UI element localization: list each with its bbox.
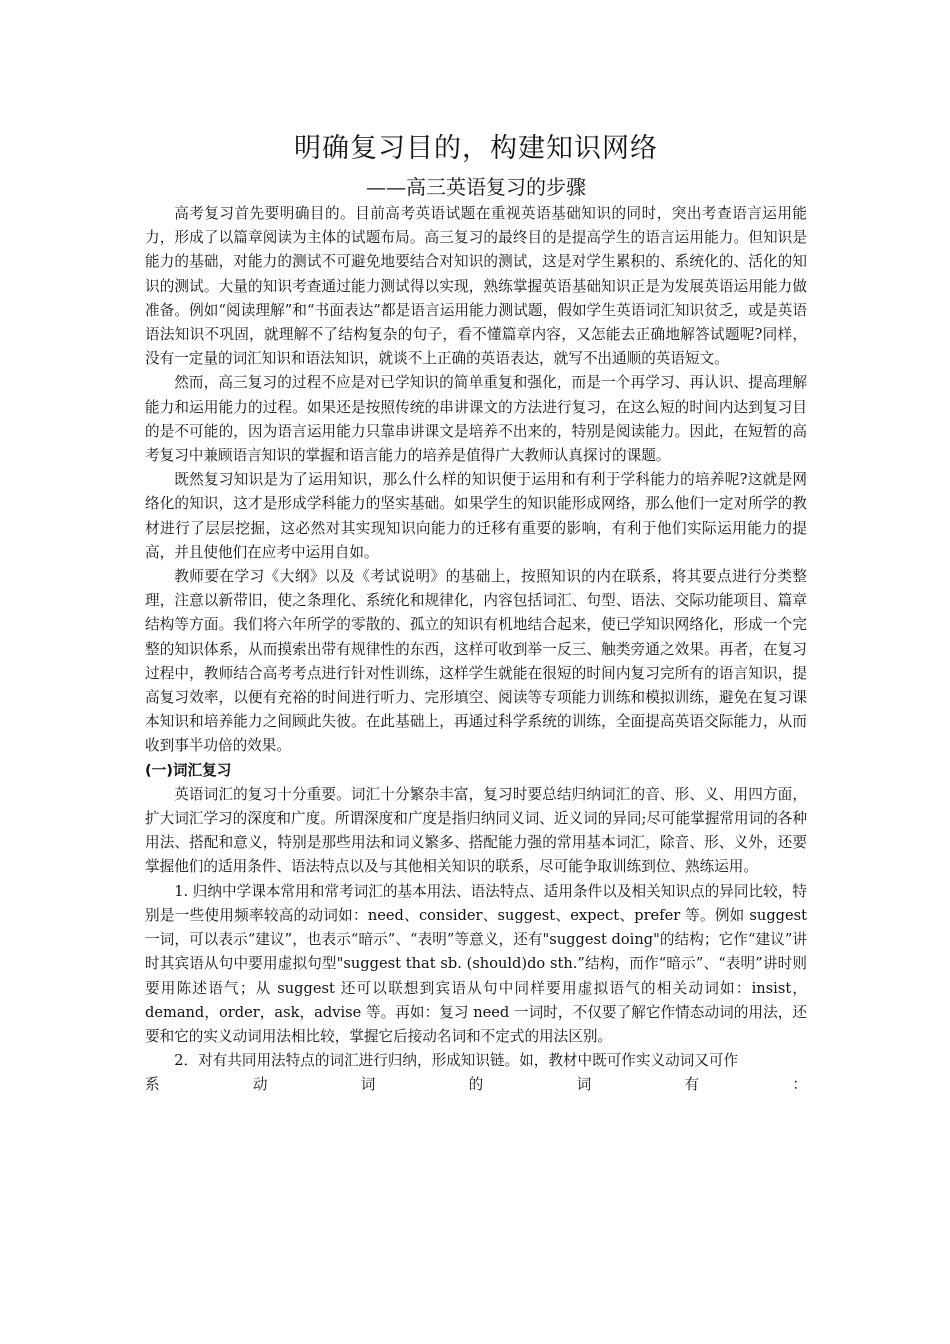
document-title: 明确复习目的，构建知识网络 <box>294 133 658 164</box>
word-token: ： <box>792 1076 807 1094</box>
word-token: 词 <box>360 1076 376 1094</box>
word-token: 系 <box>145 1076 160 1094</box>
word-token: 有 <box>684 1076 700 1094</box>
paragraph-vocabulary-point-2: 2．对有共同用法特点的词汇进行归纳，形成知识链。如，教材中既可作实义动词又可作 <box>174 1052 739 1070</box>
paragraph-teacher-role: 教师要在学习《大纲》以及《考试说明》的基础上，按照知识的内在联系，将其要点进行分类整理，注意以新带旧，使之条理化、系统化和规律化，内容包括词汇、句型、语法、交际功能项目、篇章结构等方面。我们将六年所学的零散的、孤立的知识有机地结合起来，使已学知识网络化，形成一个完整的知识体系，从而摸索出带有规律性的东西，这样可收到举一反三、触类旁通之效果。再者，在复习过程中，教师结合高考考点进行针对性训练，这样学生就能在很短的时间内复习完所有的语言知识，提高复习效率，以便有充裕的时间进行听力、完形填空、阅读等专项能力训练和模拟训练，避免在复习课本知识和培养能力之间顾此失彼。在此基础上，再通过科学系统的训练，全面提高英语交际能力，从而收到事半功倍的效果。 <box>145 568 807 755</box>
section-heading-vocabulary: (一)词汇复习 <box>145 761 232 779</box>
justified-last-line <box>145 1073 807 1097</box>
document-subtitle: ——高三英语复习的步骤 <box>366 175 586 199</box>
paragraph-vocabulary-overview: 英语词汇的复习十分重要。词汇十分繁杂丰富，复习时要总结归纳词汇的音、形、义、用四方面，扩大词汇学习的深度和广度。所谓深度和广度是指归纳同义词、近义词的异同;尽可能掌握常用词的各种用法、搭配和意义，特别是那些用法和词义繁多、搭配能力强的常用基本词汇，除音、形、义外，还要掌握他们的适用条件、语法特点以及与其他相关知识的联系，尽可能争取训练到位、熟练运用。 <box>145 785 807 876</box>
word-token: 的 <box>468 1076 484 1094</box>
paragraph-review-process: 然而，高三复习的过程不应是对已学知识的简单重复和强化，而是一个再学习、再认识、提高理解能力和运用能力的过程。如果还是按照传统的串讲课文的方法进行复习，在这么短的时间内达到复习目的是不可能的，因为语言运用能力只靠串讲课文是培养不出来的，特别是阅读能力。因此，在短暂的高考复习中兼顾语言知识的掌握和语言能力的培养是值得广大教师认真探讨的课题。 <box>145 374 807 465</box>
paragraph-intro: 高考复习首先要明确目的。目前高考英语试题在重视英语基础知识的同时，突出考查语言运用能力，形成了以篇章阅读为主体的试题布局。高三复习的最终目的是提高学生的语言运用能力。但知识是能力的基础，对能力的测试不可避免地要结合对知识的测试，这是对学生累积的、系统化的、活化的知识的测试。大量的知识考查通过能力测试得以实现，熟练掌握英语基础知识正是为发展英语运用能力做准备。例如“阅读理解”和“书面表达”都是语言运用能力测试题，假如学生英语词汇知识贫乏，或是英语语法知识不巩固，就理解不了结构复杂的句子，看不懂篇章内容，又怎能去正确地解答试题呢?同样，没有一定量的词汇知识和语法知识，就谈不上正确的英语表达，就写不出通顺的英语短文。 <box>145 205 807 368</box>
word-token: 动 <box>252 1076 268 1094</box>
paragraph-vocabulary-point-1: 1. 归纳中学课本常用和常考词汇的基本用法、语法特点、适用条件以及相关知识点的异同比较，特别是一些使用频率较高的动词如：need、consider、suggest、expect、prefer 等。例如 suggest 一词，可以表示“建议”，也表示“暗示”、“表明”等意义，还有"suggest doing"的结构；它作“建议”讲时其宾语从句中要用虚拟句型"suggest that sb. (should)do sth.”结构，而作“暗示”、“表明”讲时则要用陈述语气；从 suggest 还可以联想到宾语从句中同样要用虚拟语气的相关动词如：insist，demand，order，ask，advise 等。再如：复习 need 一词时，不仅要了解它作情态动词的用法，还要和它的实义动词用法相比较，掌握它后接动名词和不定式的用法区别。 <box>145 882 807 1045</box>
document-page <box>145 126 807 1098</box>
paragraph-knowledge-network: 既然复习知识是为了运用知识，那么什么样的知识便于运用和有利于学科能力的培养呢?这就是网络化的知识，这才是形成学科能力的坚实基础。如果学生的知识能形成网络，那么他们一定对所学的教材进行了层层挖掘，这必然对其实现知识向能力的迁移有重要的影响，有利于他们实际运用能力的提高，并且使他们在应考中运用自如。 <box>145 471 807 561</box>
word-token: 词 <box>576 1076 592 1094</box>
